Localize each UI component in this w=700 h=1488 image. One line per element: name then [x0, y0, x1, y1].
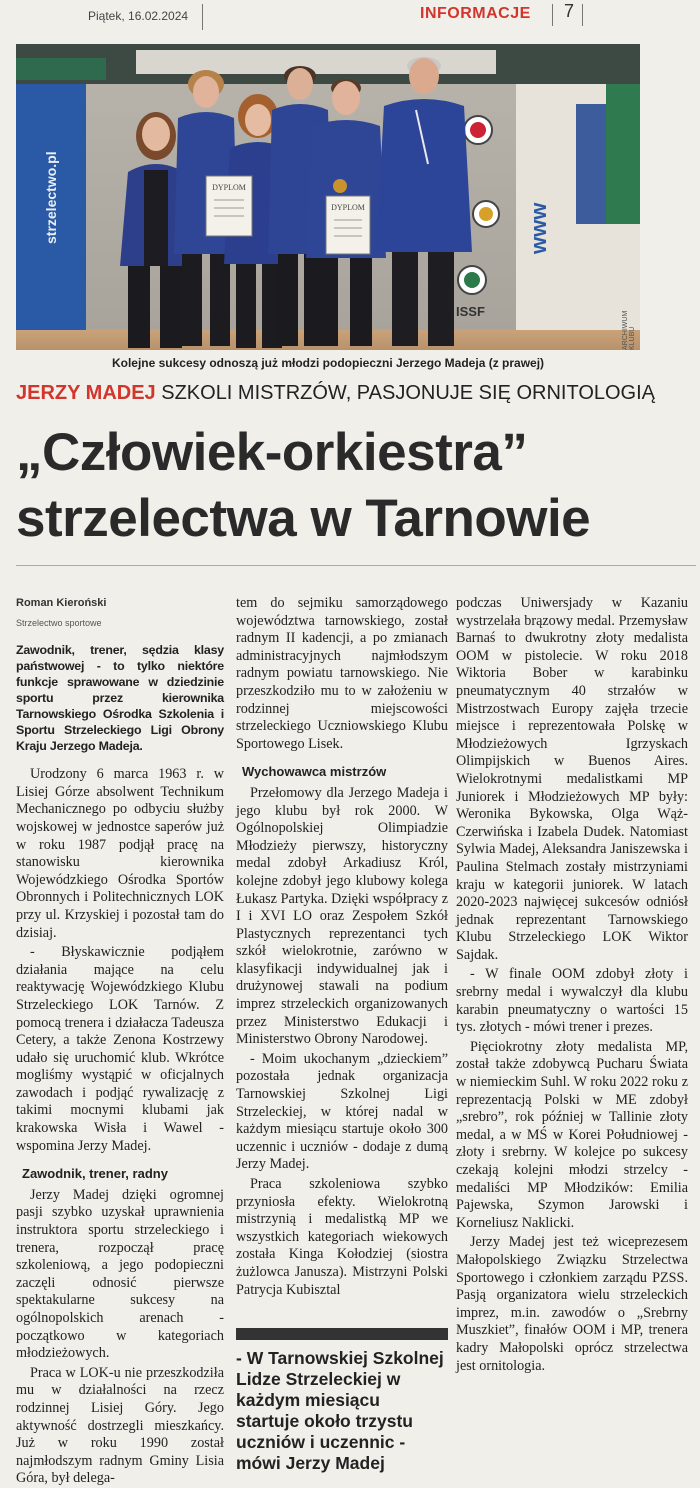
paragraph: Jerzy Madej jest też wiceprezesem Małopolskiego Związku Strzelectwa Sportowego i członkiem zarządu PZSS. Pasją organizatora wielu strzeleckich imprez, m.in. zawodów o „Srebrny Muszkiet”, finałów OOM i MP, trenera kadry Małopolski oprócz strzelectwa jest ornitologia.: [456, 1234, 688, 1374]
author-role: Strzelectwo sportowe: [16, 617, 102, 628]
paragraph: - W finale OOM zdobył złoty i srebrny medal i wywalczył dla klubu karabin pneumatyczny o wartości 15 tys. złotych - mówi trener i prezes.: [456, 966, 688, 1036]
headline-line: strzelectwa w Tarnowie: [16, 489, 591, 548]
photo-credit: ARCHIWUM KLUBU: [622, 310, 636, 350]
medal-icon: [333, 179, 347, 193]
section-title: INFORMACJE: [420, 5, 531, 22]
diploma: [326, 196, 370, 254]
diploma-title: DYPLOM: [331, 203, 365, 212]
kicker-text: SZKOLI MISTRZÓW, PASJONUJE SIĘ ORNITOLOGIĄ: [161, 382, 656, 404]
paragraph: Urodzony 6 marca 1963 r. w Lisiej Górze absolwent Technikum Mechanicznego po odbyciu służby wojskowej w jednostce saperów już w roku 1987 podjął pracę na stanowisku kierownika Wojewódzkiego Ośrodka Sportów Obronnych i Politechnicznych LOK przy ul. Krzyskiej i pozostał tam do dzisiaj.: [16, 766, 224, 941]
paragraph: Pięciokrotny złoty medalista MP, został także zdobywcą Pucharu Świata w niemieckim Suhl. W roku 2022 roku z reprezentacją Polski w ME zdobył „srebro”, rok później w Tallinie złoty medal, a w MŚ w Korei Południowej - złoty i srebrny. W kolejce po sukcesy czekają kolejni młodzi strzelcy - medaliści MP Młodzików: Emilia Pajewska, Szymon Jarowski i Korneliusz Naklicki.: [456, 1038, 688, 1231]
paragraph: Przełomowy dla Jerzego Madeja i jego klubu był rok 2000. W Ogólnopolskiej Olimpiadzie Młodzieży pierwszy, historyczny medal zdobył Arkadiusz Król, kolejne zdobył jego klubowy kolega Łukasz Partyka. Dzięki współpracy z I i XVI LO oraz Zespołem Szkół Plastycznych reprezentanci tych szkół wielokrotnie, zarówno w klasyfikacji indywidualnej jak i drużynowej stawali na podium imprez strzeleckich organizowanych przez Ministerstwo Edukacji i Ministerstwo Obrony Narodowej.: [236, 784, 448, 1048]
paragraph: - Moim ukochanym „dzieckiem” pozostała jednak organizacja Tarnowskiej Szkolnej Ligi Strzeleckiej, w której nadal w każdym miesiącu startuje około 300 uczennic i uczniów - dodaje z dumą Jerzy Madej.: [236, 1050, 448, 1173]
paragraph: Jerzy Madej dzięki ogromnej pasji szybko uzyskał uprawnienia instruktora sportu strzeleckiego i trenera, rozpoczął pracę szkoleniową, a jego podopieczni zaczęli odnosić pierwsze spektakularne sukcesy na ogólnopolskich arenach - początkowo w kategoriach młodzieżowych.: [16, 1186, 224, 1362]
diploma: [206, 176, 252, 236]
page-header: [0, 0, 700, 38]
target-icon: [458, 266, 486, 294]
pull-quote-bar: [236, 1328, 448, 1340]
article-column-2: [236, 595, 448, 1299]
svg-text:strzelectwo.pl: strzelectwo.pl: [43, 151, 59, 244]
paragraph: tem do sejmiku samorządowego województwa tarnowskiego, został radnym II kadencji, a po zmianach administracyjnych najmłodszym radnym powiatu tarnowskiego. Nie przeszkodziło mu to w założeniu w rodzinnej miejscowości strzeleckiego Uczniowskiego Klubu Sportowego Lisek.: [236, 595, 448, 752]
paragraph: - Błyskawicznie podjąłem działania mające na celu reaktywację Wojewódzkiego Klubu Strzeleckiego LOK Tarnów. Z pomocą trenera i działacza Tadeusza Cetery, a także Zenona Kostrzewy udało się uruchomić klub. Wkrótce mogliśmy wystąpić w oficjalnych zawodach i podjąć rywalizację z takimi mocnymi klubami jak krakowska Wisła i Wawel - wspomina Jerzy Madej.: [16, 944, 224, 1154]
team-photo-illustration: [16, 44, 640, 350]
diploma-title: DYPLOM: [212, 183, 246, 192]
paragraph: Praca w LOK-u nie przeszkodziła mu w działalności na rzecz rodzinnej Lisiej Góry. Jego aktywność dostrzegli mieszkańcy. Już w roku 1990 został najmłodszym radnym Gminy Lisia Góra, był delega-: [16, 1364, 224, 1487]
author-name: Roman Kieroński: [16, 597, 107, 609]
subheading: Wychowawca mistrzów: [242, 764, 387, 780]
issue-date: Piątek, 16.02.2024: [88, 9, 189, 23]
kicker: [16, 382, 696, 405]
pull-quote-text: - W Tarnowskiej Szkolnej Lidze Strzeleckiej w każdym miesiącu startuje około trzystu uczniów i uczennic - mówi Jerzy Madej: [236, 1348, 444, 1473]
headline-line: „Człowiek-orkiestra”: [16, 423, 528, 482]
divider: [16, 565, 696, 566]
article-column-3: [456, 595, 688, 1375]
target-icon: [464, 116, 492, 144]
headline: [16, 420, 686, 552]
header-divider: [552, 4, 553, 26]
header-divider: [202, 4, 203, 30]
page-number: 7: [564, 1, 575, 21]
target-icon: [473, 201, 499, 227]
issf-sign: ISSF: [456, 304, 485, 319]
team-photo: [16, 44, 640, 350]
subheading: Zawodnik, trener, radny: [22, 1166, 168, 1182]
paragraph: podczas Uniwersjady w Kazaniu wystrzelała brązowy medal. Przemysław Barnaś to dwukrotny złoty medalista OOM w pistolecie. W roku 2018 Wiktoria Bober w karabinku pneumatycznym 40 strzałów w Mistrzostwach Europy zajęła trzecie miejsce i reprezentowała Polskę w Młodzieżowych Igrzyskach Olimpijskich w Buenos Aires. Wielokrotnymi medalistkami MP Juniorek i Młodzieżowych MP były: Weronika Bykowska, Olga Wąż-Czerwińska i Izabela Dudek. Natomiast Sylwia Madej, Aleksandra Janiszewska i Paulina Stelmach zostały mistrzyniami kraju w kategorii juniorek. W latach 2020-2023 najwięcej sukcesów odniósł jednak reprezentant Tarnowskiego Klubu Strzeleckiego LOK Wiktor Sajdak.: [456, 595, 688, 963]
svg-text:www: www: [526, 202, 551, 254]
article-column-1: [16, 595, 224, 1488]
paragraph: Praca szkoleniowa szybko przyniosła efekty. Wielokrotną mistrzynią i medalistką MP we wszystkich kategoriach wiekowych została Kinga Kołodziej (siostra żużlowca Janusza). Mistrzyni Polski Patrycja Kubisztal: [236, 1176, 448, 1298]
kicker-name: JERZY MADEJ: [16, 382, 156, 404]
pull-quote: [236, 1328, 448, 1474]
photo-caption: Kolejne sukcesy odnoszą już młodzi podopieczni Jerzego Madeja (z prawej): [111, 356, 545, 370]
article-lead: Zawodnik, trener, sędzia klasy państwowej - to tylko niektóre funkcje sprawowane w dziedzinie sportu przez kierownika Tarnowskiego Ośrodka Szkolenia i Sportu Strzeleckiego Ligi Obrony Kraju Jerzego Madeja.: [16, 643, 224, 754]
header-divider: [582, 4, 583, 26]
